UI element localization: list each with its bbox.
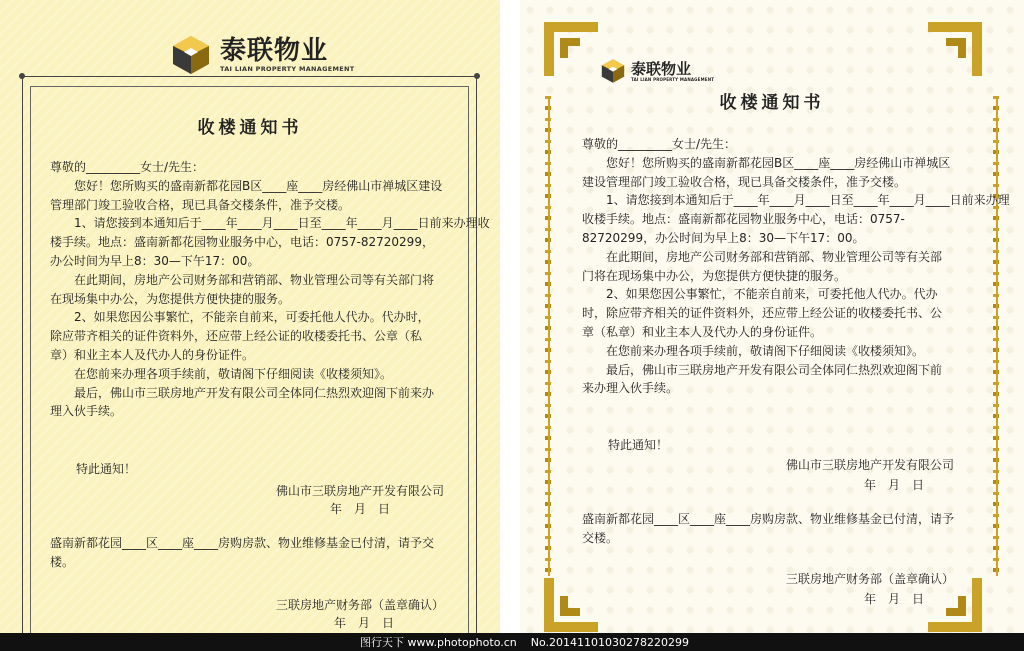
left-panel [0, 0, 500, 651]
salutation: 尊敬的_________女士/先生： [50, 160, 205, 174]
page-title: 收楼通知书 [719, 93, 825, 113]
body-line: 管理部门竣工验收合格，现已具备交楼条件，准予交楼。 [50, 197, 351, 212]
body-line: 除应带齐相关的证件资料外，还应带上经公证的收楼委托书、公章（私 [50, 329, 423, 344]
watermark-number: No.20141101030278220299 [530, 635, 689, 649]
receipt-block [50, 534, 434, 572]
receipt-block [582, 510, 954, 548]
body-line: 楼手续。地点：盛南新都花园物业服务中心，电话：0757-82720299， [50, 235, 434, 250]
right-document-body [582, 135, 1010, 398]
watermark-site: 图行天下 www.photophoto.cn [360, 636, 517, 649]
signature-date: 年 月 日 [864, 478, 925, 492]
receipt-line: 盛南新都花园____区____座____房购房款、物业维修基金已付清，请予交 [50, 536, 435, 550]
finance-signature: 三联房地产财务部（盖章确认） [276, 598, 445, 612]
gold-border-line [548, 96, 550, 576]
corner-ornament-icon [540, 574, 602, 636]
company-signature: 佛山市三联房地产开发有限公司 [276, 484, 445, 498]
brand-name-cn: 泰联物业 [220, 36, 329, 66]
body-line: 在现场集中办公，为您提供方便快捷的服务。 [50, 291, 291, 306]
body-line: 在您前来办理各项手续前，敬请阁下仔细阅读《收楼须知》。 [74, 366, 393, 381]
hexagon-cube-logo-icon [170, 34, 212, 76]
watermark-bar [0, 633, 1024, 651]
page-title: 收楼通知书 [197, 118, 303, 138]
brand-name-en: TAI LIAN PROPERTY MANAGEMENT [631, 76, 715, 82]
finance-date: 年 月 日 [864, 592, 925, 606]
body-line: 收楼手续。地点：盛南新都花园物业服务中心，电话：0757- [582, 212, 905, 227]
company-signature: 佛山市三联房地产开发有限公司 [786, 458, 955, 472]
frame-dot [474, 73, 480, 79]
salutation: 尊敬的_________女士/先生： [582, 137, 737, 151]
corner-ornament-icon [924, 18, 986, 80]
body-line: 2、如果您因公事繁忙，不能亲自前来，可委托他人代办。代办 [606, 287, 938, 302]
body-line: 建设管理部门竣工验收合格，现已具备交楼条件，准予交楼。 [582, 174, 907, 189]
brand-name-cn: 泰联物业 [631, 59, 692, 78]
body-line: 您好！您所购买的盛南新都花园B区____座____房经佛山市禅城区建设 [74, 178, 443, 193]
body-line: 理入伙手续。 [50, 404, 123, 419]
receipt-line: 盛南新都花园____区____座____房购房款、物业维修基金已付清，请予 [582, 512, 955, 526]
body-line: 在您前来办理各项手续前，敬请阁下仔细阅读《收楼须知》。 [606, 343, 925, 358]
finance-date: 年 月 日 [334, 616, 395, 630]
body-line: 2、如果您因公事繁忙，不能亲自前来，可委托他人代办。代办时， [74, 310, 430, 325]
body-line: 最后，佛山市三联房地产开发有限公司全体同仁热烈欢迎阁下前来办 [74, 385, 435, 400]
body-line: 来办理入伙手续。 [582, 381, 679, 396]
body-line: 82720299，办公时间为早上8：30—下午17：00。 [582, 230, 865, 245]
notice-text: 特此通知！ [608, 438, 669, 452]
corner-ornament-icon [540, 18, 602, 80]
receipt-line: 楼。 [50, 554, 75, 569]
body-line: 在此期间，房地产公司财务部和营销部、物业管理公司等有关部门将 [74, 272, 435, 287]
body-line: 1、请您接到本通知后于____年____月____日至____年____月____日前来办理收 [74, 216, 490, 231]
brand-logo [170, 34, 354, 76]
body-line: 最后，佛山市三联房地产开发有限公司全体同仁热烈欢迎阁下前 [606, 362, 943, 377]
hexagon-cube-logo-icon [600, 58, 626, 84]
right-title-block [520, 94, 1024, 113]
body-line: 门将在现场集中办公，为您提供方便快捷的服务。 [582, 268, 847, 283]
body-line: 您好！您所购买的盛南新都花园B区____座____房经佛山市禅城区 [606, 155, 951, 170]
brand-name-en: TAI LIAN PROPERTY MANAGEMENT [220, 65, 355, 73]
body-line: 1、请您接到本通知后于____年____月____日至____年____月____日前来办理 [606, 193, 1010, 208]
notice-text: 特此通知！ [76, 462, 137, 476]
left-document-body [50, 158, 490, 421]
signature-date: 年 月 日 [330, 502, 391, 516]
body-line: 章）和业主本人及代办人的身份证件。 [50, 347, 255, 362]
body-line: 时，除应带齐相关的证件资料外，还应带上经公证的收楼委托书、公 [582, 306, 943, 321]
body-line: 办公时间为早上8：30—下午17：00。 [50, 253, 260, 268]
frame-dot [19, 73, 25, 79]
body-line: 章（私章）和业主本人及代办人的身份证件。 [582, 324, 823, 339]
receipt-line: 交楼。 [582, 530, 619, 545]
brand-logo [600, 58, 714, 84]
left-title-block [0, 119, 500, 138]
body-line: 在此期间，房地产公司财务部和营销部、物业管理公司等有关部 [606, 249, 943, 264]
finance-signature: 三联房地产财务部（盖章确认） [786, 572, 955, 586]
